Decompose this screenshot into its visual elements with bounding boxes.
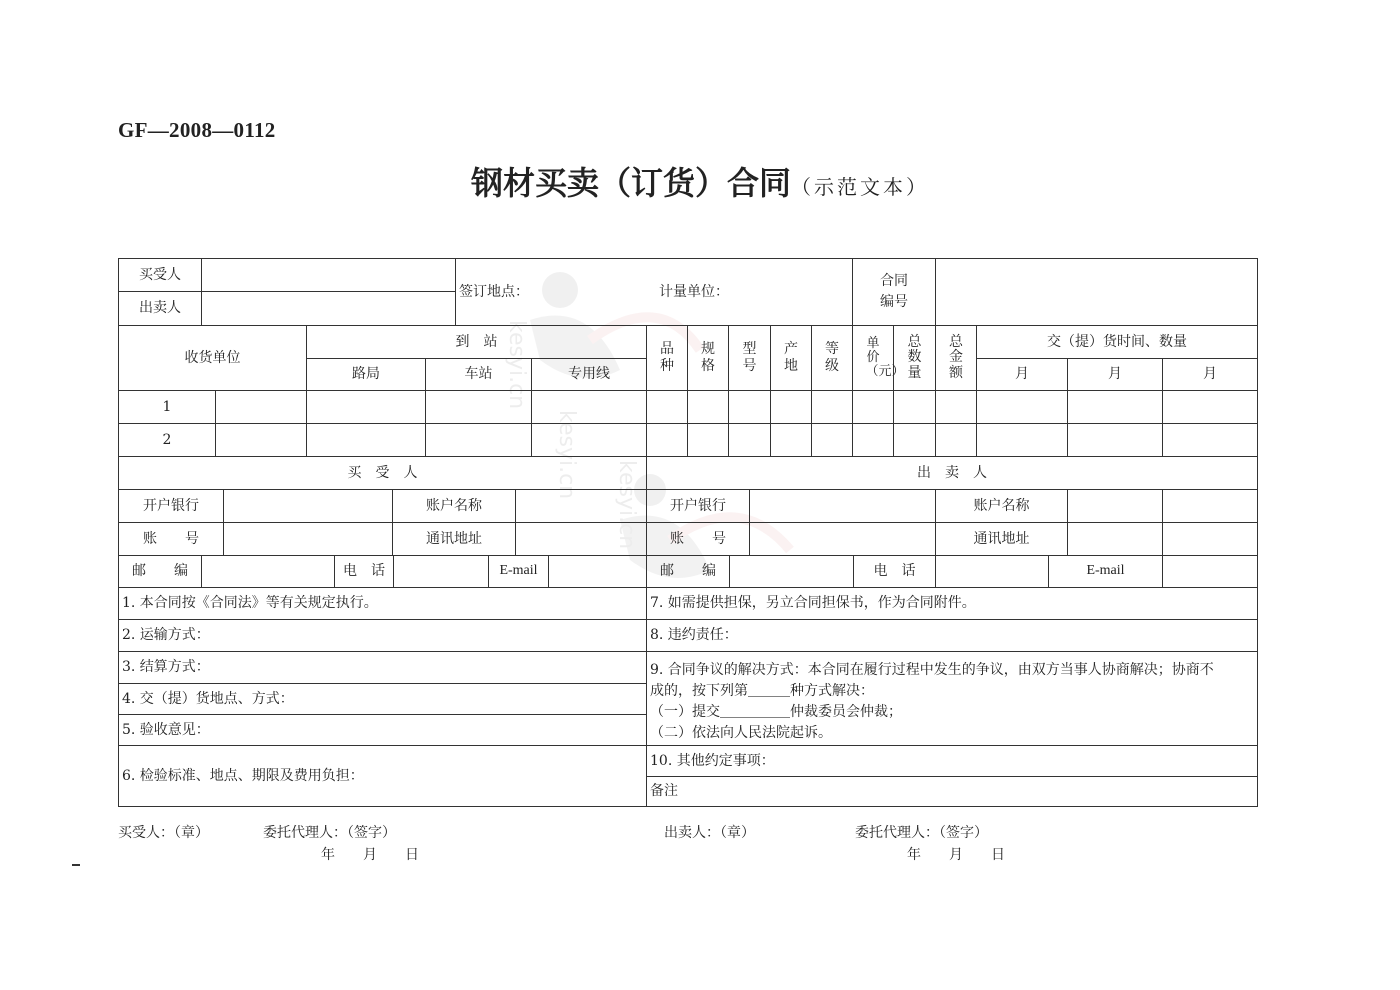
buyer-phone-field[interactable] [393, 555, 489, 588]
watermark-text-3: kesyi.cn [614, 460, 639, 550]
row-number: 1 [118, 390, 216, 424]
seller-address-label: 通讯地址 [935, 522, 1068, 556]
remark[interactable]: 备注 [646, 776, 1258, 807]
term-9-line-2[interactable]: 成的，按下列第＿＿＿种方式解决： [650, 683, 874, 699]
term-9-line-3[interactable]: （一）提交＿＿＿＿＿仲裁委员会仲裁； [650, 704, 902, 720]
cell[interactable] [935, 390, 977, 424]
cell[interactable] [306, 390, 426, 424]
document-code: GF—2008—0112 [118, 118, 276, 142]
term-1: 1. 本合同按《合同法》等有关规定执行。 [118, 587, 647, 620]
seller-account-name-field[interactable] [1067, 489, 1163, 523]
term-9-line-4: （二）依法向人民法院起诉。 [650, 725, 832, 741]
qty-label: 总数量 [893, 325, 936, 391]
cell[interactable] [811, 390, 853, 424]
term-7: 7. 如需提供担保，另立合同担保书，作为合同附件。 [646, 587, 1258, 620]
seller-postcode-label: 邮 编 [646, 555, 730, 588]
seller-phone-field[interactable] [935, 555, 1049, 588]
watermark-text-1: kesyi.cn [504, 320, 529, 410]
seller-account-name-field-2[interactable] [1162, 489, 1258, 523]
month-label-2: 月 [1067, 358, 1163, 391]
seller-section-title: 出 卖 人 [646, 456, 1258, 490]
seller-account-name-label: 账户名称 [935, 489, 1068, 523]
term-9-line-1: 9. 合同争议的解决方式：本合同在履行过程中发生的争议，由双方当事人协商解决；协商不 [650, 662, 1214, 678]
buyer-account-name-label: 账户名称 [392, 489, 516, 523]
origin-label: 产地 [770, 325, 812, 391]
cell[interactable] [1067, 423, 1163, 457]
buyer-account-name-field[interactable] [515, 489, 647, 523]
grade-label: 等级 [811, 325, 853, 391]
term-10[interactable]: 10. 其他约定事项： [646, 745, 1258, 777]
contract-no-field[interactable] [935, 258, 1258, 326]
buyer-email-label: E-mail [488, 555, 549, 588]
seller-field[interactable] [201, 291, 456, 326]
cell[interactable] [1162, 390, 1258, 424]
seller-email-field[interactable] [1162, 555, 1258, 588]
arrival-label: 到 站 [306, 325, 647, 359]
station-label: 车站 [425, 358, 532, 391]
month-label-1: 月 [976, 358, 1068, 391]
cell[interactable] [1067, 390, 1163, 424]
buyer-postcode-field[interactable] [201, 555, 335, 588]
row-number: 2 [118, 423, 216, 457]
cell[interactable] [976, 423, 1068, 457]
cell[interactable] [425, 390, 532, 424]
cell[interactable] [852, 390, 894, 424]
receiver-label: 收货单位 [118, 325, 307, 391]
seller-seal: 出卖人：（章） [664, 825, 755, 841]
cell[interactable] [687, 423, 729, 457]
watermark-text-2: kesyi.cn [554, 410, 579, 500]
seller-account-no-label: 账 号 [646, 522, 750, 556]
price-label: 单价（元） [852, 325, 894, 391]
variety-label: 品种 [646, 325, 688, 391]
seller-email-label: E-mail [1048, 555, 1163, 588]
buyer-email-field[interactable] [548, 555, 647, 588]
buyer-label: 买受人 [118, 258, 202, 292]
sign-place-label: 签订地点： [459, 283, 529, 300]
term-5[interactable]: 5. 验收意见： [118, 714, 647, 746]
cell[interactable] [728, 390, 771, 424]
buyer-agent: 委托代理人：（签字） [263, 825, 396, 841]
cell[interactable] [531, 423, 647, 457]
buyer-bank-field[interactable] [223, 489, 393, 523]
line-label: 专用线 [531, 358, 647, 391]
cell[interactable] [935, 423, 977, 457]
amount-label: 总金额 [935, 325, 977, 391]
seller-bank-label: 开户银行 [646, 489, 750, 523]
seller-date: 年 月 日 [907, 847, 1005, 863]
seller-phone-label: 电 话 [853, 555, 936, 588]
spec-label: 规格 [687, 325, 729, 391]
cell[interactable] [646, 390, 688, 424]
cell[interactable] [425, 423, 532, 457]
cell[interactable] [893, 423, 936, 457]
term-6[interactable]: 6. 检验标准、地点、期限及费用负担： [118, 745, 647, 807]
buyer-account-no-label: 账 号 [118, 522, 224, 556]
buyer-postcode-label: 邮 编 [118, 555, 202, 588]
term-8[interactable]: 8. 违约责任： [646, 619, 1258, 652]
buyer-address-field[interactable] [515, 522, 647, 556]
seller-label: 出卖人 [118, 291, 202, 326]
buyer-date: 年 月 日 [321, 847, 419, 863]
cell[interactable] [976, 390, 1068, 424]
seller-agent: 委托代理人：（签字） [855, 825, 988, 841]
seller-address-field[interactable] [1067, 522, 1163, 556]
contract-no-label: 合同编号 [852, 258, 936, 326]
cell[interactable] [306, 423, 426, 457]
cell[interactable] [531, 390, 647, 424]
cell[interactable] [893, 390, 936, 424]
buyer-section-title: 买 受 人 [118, 456, 647, 490]
title-main: 钢材买卖（订货）合同 [470, 164, 791, 202]
month-label-3: 月 [1162, 358, 1258, 391]
cell[interactable] [215, 423, 307, 457]
buyer-address-label: 通讯地址 [392, 522, 516, 556]
buyer-seal: 买受人：（章） [118, 825, 209, 841]
buyer-bank-label: 开户银行 [118, 489, 224, 523]
buyer-field[interactable] [201, 258, 456, 292]
buyer-account-no-field[interactable] [223, 522, 393, 556]
term-9 [646, 651, 1258, 746]
term-4[interactable]: 4. 交（提）货地点、方式： [118, 683, 647, 715]
cell[interactable] [215, 390, 307, 424]
cell[interactable] [852, 423, 894, 457]
page-mark [72, 864, 80, 866]
seller-address-field-2[interactable] [1162, 522, 1258, 556]
term-2[interactable]: 2. 运输方式： [118, 619, 647, 652]
cell[interactable] [687, 390, 729, 424]
seller-account-no-field[interactable] [749, 522, 936, 556]
seller-postcode-field[interactable] [729, 555, 854, 588]
unit-label: 计量单位： [659, 283, 729, 300]
sign-place-field[interactable] [455, 258, 853, 326]
seller-bank-field[interactable] [749, 489, 936, 523]
model-label: 型号 [728, 325, 771, 391]
buyer-phone-label: 电 话 [334, 555, 394, 588]
page-title [0, 158, 1400, 204]
cell[interactable] [646, 423, 688, 457]
cell[interactable] [728, 423, 771, 457]
bureau-label: 路局 [306, 358, 426, 391]
term-3[interactable]: 3. 结算方式： [118, 651, 647, 684]
cell[interactable] [770, 390, 812, 424]
cell[interactable] [770, 423, 812, 457]
delivery-label: 交（提）货时间、数量 [976, 325, 1258, 359]
cell[interactable] [1162, 423, 1258, 457]
cell[interactable] [811, 423, 853, 457]
title-sub: （示范文本） [791, 175, 929, 199]
